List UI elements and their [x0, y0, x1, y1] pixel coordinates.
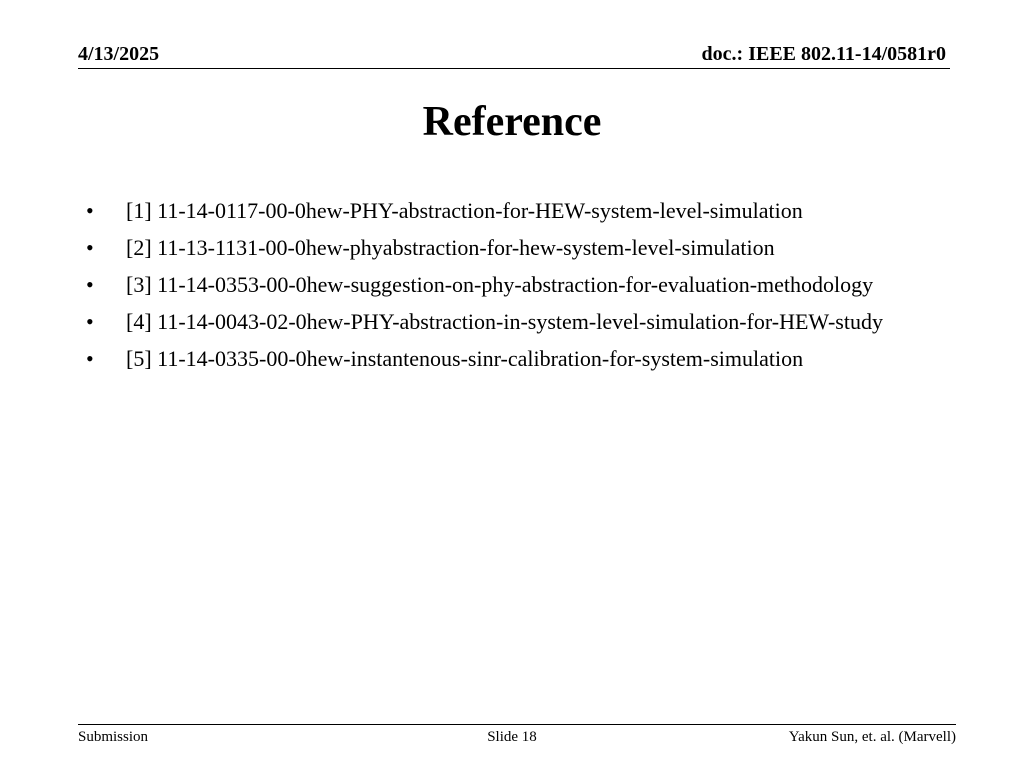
slide-title: Reference — [422, 99, 602, 145]
footer-slide-number: Slide 18 — [487, 729, 537, 745]
reference-text: [1] 11-14-0117-00-0hew-PHY-abstraction-for-HEW-system-level-simulation — [126, 198, 803, 223]
bullet-icon: • — [86, 346, 94, 371]
bullet-icon: • — [86, 235, 94, 260]
reference-item-5 — [86, 344, 906, 374]
header-divider — [78, 68, 950, 69]
footer-submission: Submission — [78, 729, 149, 745]
footer-authors: Yakun Sun, et. al. (Marvell) — [788, 729, 956, 745]
reference-text: [5] 11-14-0335-00-0hew-instantenous-sinr-calibration-for-system-simulation — [126, 346, 804, 371]
bullet-icon: • — [86, 309, 94, 334]
header-doc-id: doc.: IEEE 802.11-14/0581r0 — [701, 43, 946, 65]
reference-text: [4] 11-14-0043-02-0hew-PHY-abstraction-in-system-level-simulation-for-HEW-study — [126, 309, 883, 334]
bullet-icon: • — [86, 198, 94, 223]
reference-item-1 — [86, 196, 906, 226]
footer-divider — [78, 724, 956, 725]
bullet-icon: • — [86, 272, 94, 297]
header-date: 4/13/2025 — [78, 43, 160, 65]
reference-text: [2] 11-13-1131-00-0hew-phyabstraction-for-hew-system-level-simulation — [126, 235, 775, 260]
reference-item-2 — [86, 233, 906, 263]
reference-list — [86, 196, 906, 381]
reference-item-3 — [86, 270, 906, 300]
reference-text: [3] 11-14-0353-00-0hew-suggestion-on-phy-abstraction-for-evaluation-methodology — [126, 272, 874, 297]
reference-item-4 — [86, 307, 906, 337]
